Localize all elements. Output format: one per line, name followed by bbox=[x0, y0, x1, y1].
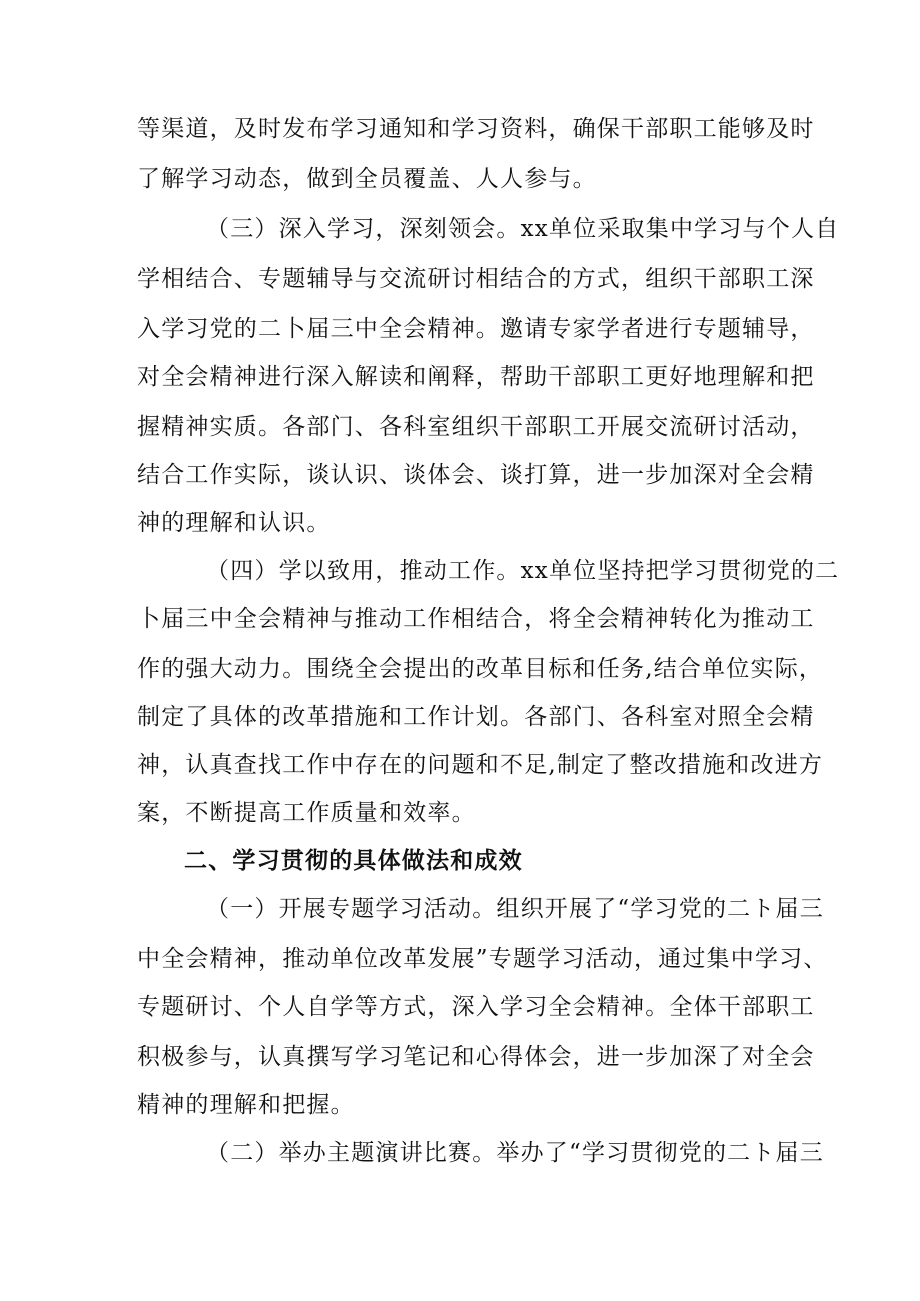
body-text-line: 学相结合、专题辅导与交流研讨相结合的方式，组织干部职工深 bbox=[137, 266, 815, 292]
body-text-line: 结合工作实际，谈认识、谈体会、谈打算，进一步加深对全会精 bbox=[137, 462, 815, 488]
body-text-line: 作的强大动力。围绕全会提出的改革目标和任务,结合单位实际， bbox=[137, 656, 824, 682]
body-text-line: 等渠道，及时发布学习通知和学习资料，确保干部职工能够及时 bbox=[137, 116, 815, 142]
body-text-line: 了解学习动态，做到全员覆盖、人人参与。 bbox=[137, 166, 597, 192]
body-text-line: 专题研讨、个人自学等方式，深入学习全会精神。全体干部职工 bbox=[137, 994, 815, 1020]
body-text-line: 握精神实质。各部门、各科室组织干部职工开展交流研讨活动， bbox=[137, 414, 815, 440]
body-text-line: 神的理解和认识。 bbox=[137, 510, 331, 536]
paragraph-start-line: （一）开展专题学习活动。组织开展了“学习党的二ト届三 bbox=[206, 896, 824, 922]
body-text-line: 入学习党的二卜届三中全会精神。邀请专家学者进行专题辅导， bbox=[137, 316, 815, 342]
body-text-line: 制定了具体的改革措施和工作计划。各部门、各科室对照全会精 bbox=[137, 704, 815, 730]
body-text-line: 中全会精神，推动单位改革发展”专题学习活动，通过集中学习、 bbox=[137, 946, 828, 972]
body-text-line: 精神的理解和把握。 bbox=[137, 1092, 355, 1118]
body-text-line: 对全会精神进行深入解读和阐释，帮助干部职工更好地理解和把 bbox=[137, 364, 815, 390]
body-text-line: 积极参与，认真撰写学习笔记和心得体会，进一步加深了对全会 bbox=[137, 1044, 815, 1070]
paragraph-start-line: （二）举办主题演讲比赛。举办了“学习贯彻党的二ト届三 bbox=[206, 1140, 824, 1166]
body-text-line: 卜届三中全会精神与推动工作相结合，将全会精神转化为推动工 bbox=[137, 606, 815, 632]
body-text-line: 案，不断提高工作质量和效率。 bbox=[137, 800, 476, 826]
section-heading: 二、学习贯彻的具体做法和成效 bbox=[184, 848, 523, 874]
paragraph-start-line: （四）学以致用，推动工作。xx单位坚持把学习贯彻党的二 bbox=[206, 558, 840, 584]
body-text-line: 神，认真查找工作中存在的问题和不足,制定了整改措施和改进方 bbox=[137, 752, 824, 778]
paragraph-start-line: （三）深入学习，深刻领会。xx单位采取集中学习与个人自 bbox=[206, 216, 840, 242]
